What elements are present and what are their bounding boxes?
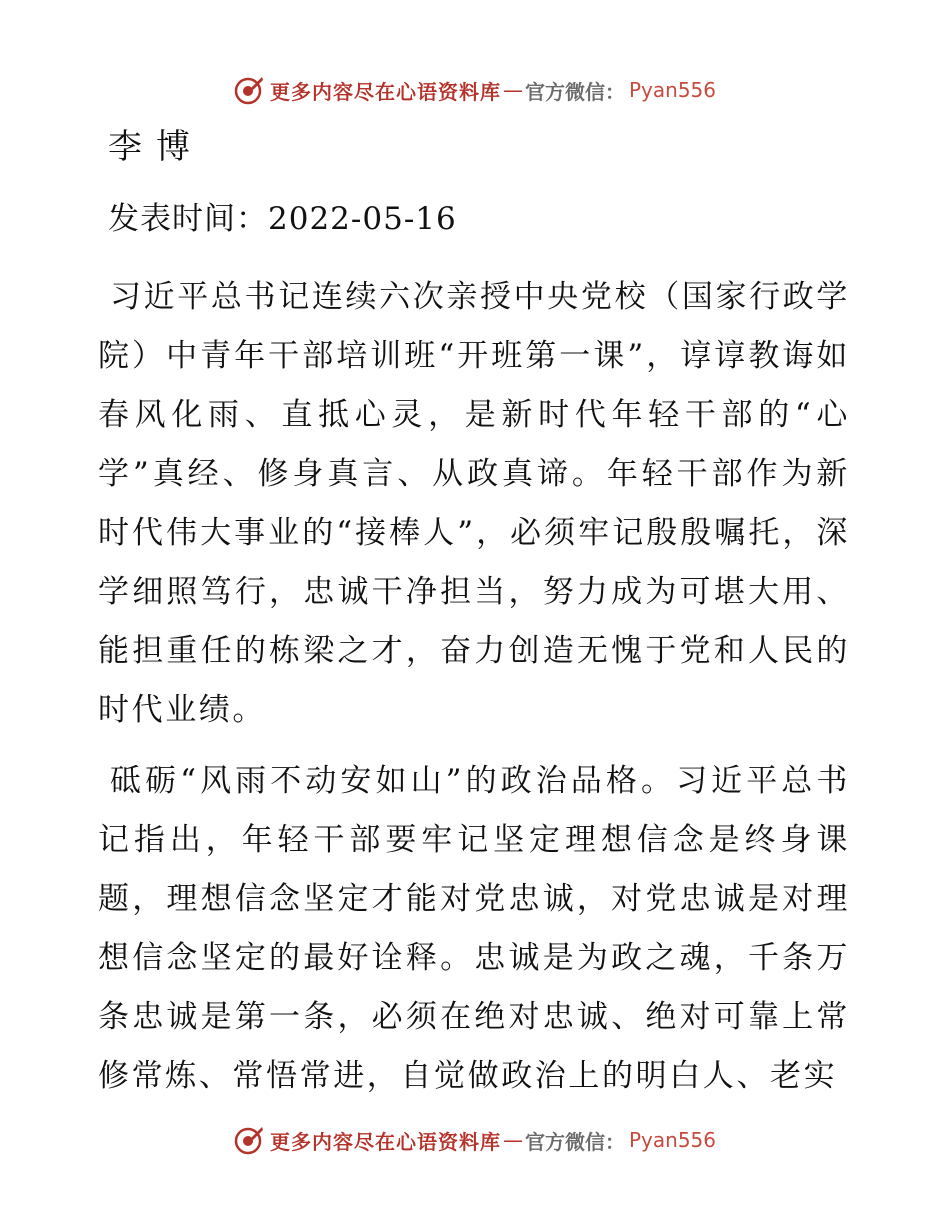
article-body [98, 118, 850, 1106]
article-author: 李博 [108, 127, 204, 167]
banner-wechat-label: 官方微信： [524, 79, 625, 104]
banner-brand-text: 更多内容尽在心语资料库 [269, 1129, 501, 1154]
banner-wechat-label: 官方微信： [524, 1129, 625, 1154]
article-date: 发表时间：2022-05-16 [108, 201, 457, 237]
banner-dash: — [502, 78, 523, 102]
banner-wechat-id: Pyan556 [628, 78, 716, 102]
footer-watermark-banner [0, 1120, 950, 1160]
pen-logo-icon [234, 75, 264, 105]
article-paragraph: 习近平总书记连续六次亲授中央党校（国家行政学院）中青年干部培训班“开班第一课”，谆谆教诲如春风化雨、直抵心灵，是新时代年轻干部的“心学”真经、修身真言、从政真谛。年轻干部作为新时代伟大事业的“接棒人”，必须牢记殷殷嘱托，深学细照笃行，忠诚干净担当，努力成为可堪大用、能担重任的栋梁之才，奋力创造无愧于党和人民的时代业绩。 [98, 279, 850, 728]
article-paragraph: 砥砺“风雨不动安如山”的政治品格。习近平总书记指出，年轻干部要牢记坚定理想信念是终身课题，理想信念坚定才能对党忠诚，对党忠诚是对理想信念坚定的最好诠释。忠诚是为政之魂，千条万条忠诚是第一条，必须在绝对忠诚、绝对可靠上常修常炼、常悟常进，自觉做政治上的明白人、老实 [98, 763, 850, 1094]
banner-dash: — [502, 1128, 523, 1152]
banner-wechat-id: Pyan556 [628, 1128, 716, 1152]
header-watermark-banner [0, 70, 950, 110]
pen-logo-icon [234, 1125, 264, 1155]
banner-brand-text: 更多内容尽在心语资料库 [269, 79, 501, 104]
